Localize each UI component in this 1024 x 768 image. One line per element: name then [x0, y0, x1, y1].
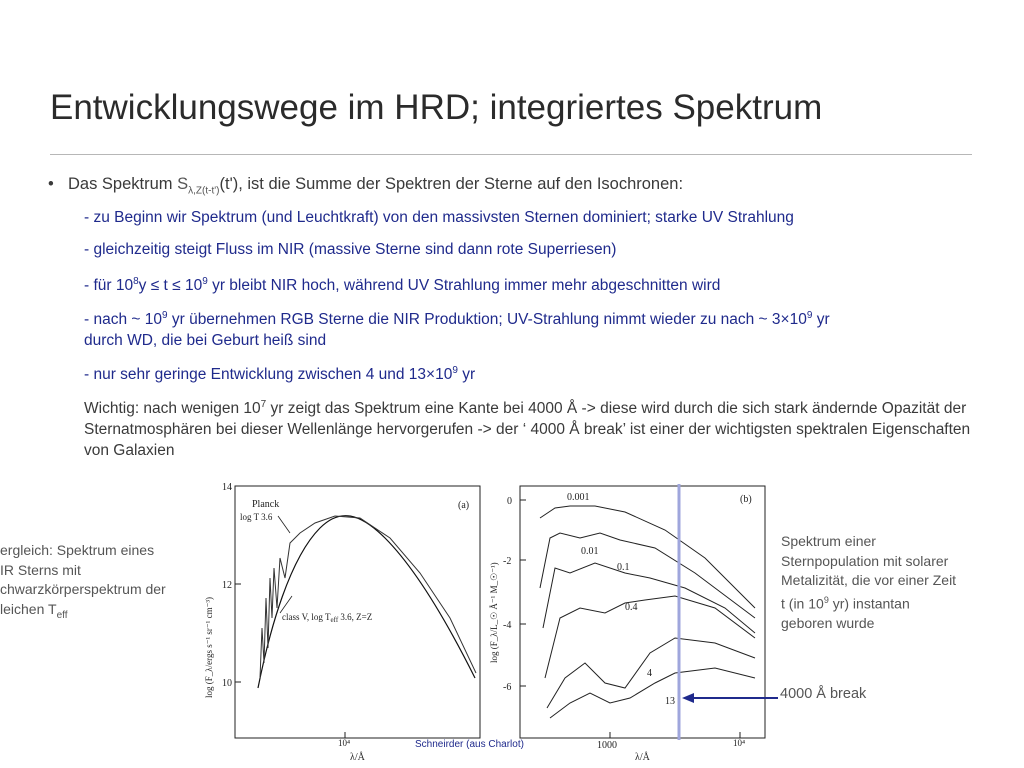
fig-b-ytick-6: -6	[503, 682, 512, 693]
age-label-13: 13	[665, 696, 675, 707]
fig-a-ytick-14: 14	[222, 482, 232, 493]
fig-a-panel-label: (a)	[458, 500, 470, 511]
planck-temp-label: log T 3.6	[240, 512, 273, 522]
fig-a-ytick-12: 12	[222, 580, 232, 591]
fig-b-ytick-4: -4	[503, 620, 512, 631]
break-arrow	[680, 688, 780, 708]
right-caption: Spektrum einer Sternpopulation mit solarer Metalizität, die vor einer Zeit t (in $10^9$ yr) instantan geboren wurde	[781, 533, 957, 631]
figure-a	[200, 478, 485, 768]
spectrum-0001	[540, 506, 755, 608]
fig-a-xlabel: λ/Å	[350, 752, 365, 763]
figure-credit: Schneirder (aus Charlot)	[415, 739, 524, 750]
main-bullet	[48, 175, 683, 196]
fig-b-xlabel: λ/Å	[635, 752, 650, 763]
bullet-prefix: Das Spektrum	[68, 175, 178, 193]
fig-b-ytick-2: -2	[503, 556, 512, 567]
stellar-spectrum-curve	[260, 516, 476, 678]
point-nir-supergiants: - gleichzeitig steigt Fluss im NIR (massive Sterne sind dann rote Superriesen)	[84, 241, 617, 258]
fig-b-panel-label: (b)	[740, 494, 752, 505]
planck-curve	[258, 516, 475, 688]
bullet-dot: •	[48, 175, 54, 193]
spectrum-01	[543, 563, 755, 633]
age-label-01: 0.1	[617, 562, 630, 573]
star-curve-label: class V, $\log T_{eff}$ 3.6, Z=Z	[282, 612, 373, 624]
important-note: Wichtig: nach wenigen $10^7$ yr zeigt das Spektrum eine Kante bei 4000 Å -> diese wird durch die sich stark ändernde Opazität der Sternatmosphären bei dieser Wellenlänge hervorgerufen -> der ‘ 4000 Å break’ ist einer der wichtigsten spektralen Eigenschaften von Galaxien	[84, 399, 971, 460]
figure-b	[485, 478, 775, 768]
point-early-uv: - zu Beginn wir Spektrum (und Leuchtkraft) von den massivsten Sternen dominiert; starke UV Strahlung	[84, 209, 794, 226]
fig-b-xtick-1000: 1000	[597, 740, 617, 751]
spectrum-symbol-subscript: λ,Z(t-t')	[188, 185, 220, 197]
spectrum-symbol: S	[177, 175, 189, 193]
age-label-4: 4	[647, 668, 652, 679]
fig-b-ytick-0: 0	[507, 496, 512, 507]
point-rgb-wd: - nach ~ $10^9$ yr übernehmen RGB Sterne die NIR Produktion; UV-Strahlung nimmt wieder zu nach ~ $3\times 10^9$ yr durch WD, die bei Geburt heiß sind	[84, 310, 830, 350]
bullet-suffix: , ist die Summe der Spektren der Sterne auf den Isochronen:	[238, 175, 684, 193]
point-little-evolution: - nur sehr geringe Entwicklung zwischen 4 und $13\times 10^9$ yr	[84, 365, 476, 384]
age-label-04: 0.4	[625, 602, 638, 613]
point-nir-high: - für $10^8y \le t \le 10^9$ yr bleibt NIR hoch, während UV Strahlung immer mehr abgeschnitten wird	[84, 276, 721, 295]
spectrum-04	[545, 596, 755, 678]
break-arrow-head	[682, 693, 694, 703]
title-divider	[50, 154, 972, 155]
fig-a-ylabel: log (F_λ/ergs s⁻¹ sr⁻¹ cm⁻³)	[204, 596, 214, 698]
age-label-0001: 0.001	[567, 492, 590, 503]
fig-a-ytick-10: 10	[222, 678, 232, 689]
age-label-001: 0.01	[581, 546, 599, 557]
spectrum-symbol-argument: (t')	[219, 175, 239, 193]
break-label: 4000 Å break	[780, 686, 867, 702]
fig-b-xtick-1e4: 10⁴	[733, 738, 746, 748]
fig-a-xtick: 10⁴	[338, 738, 351, 748]
planck-label: Planck	[252, 499, 280, 510]
left-caption: ergleich: Spektrum eines IR Sterns mit chwarzkörperspektrum der leichen $T_{eff}$	[0, 542, 166, 621]
fig-b-ylabel: log (F_λ/L_☉ Å⁻¹ M_☉⁻¹)	[489, 562, 499, 663]
planck-pointer	[278, 516, 290, 533]
slide-title: Entwicklungswege im HRD; integriertes Spektrum	[50, 88, 823, 127]
